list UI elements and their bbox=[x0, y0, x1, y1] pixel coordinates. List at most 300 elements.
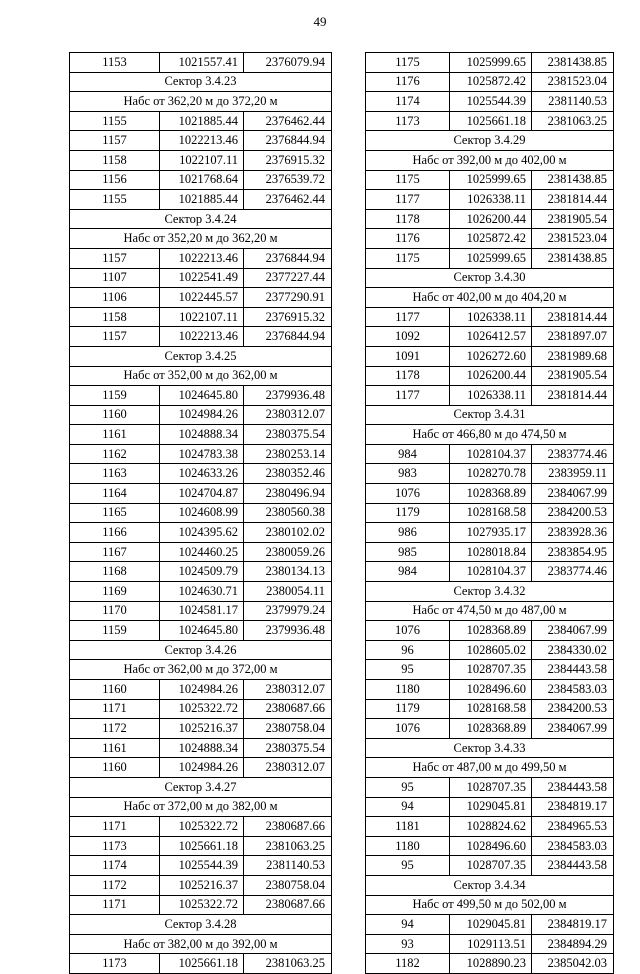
x-coordinate-cell: 1028605.02 bbox=[450, 640, 532, 660]
y-coordinate-cell: 2383928.36 bbox=[532, 523, 614, 543]
x-coordinate-cell: 1025216.37 bbox=[160, 875, 244, 895]
y-coordinate-cell: 2381905.54 bbox=[532, 209, 614, 229]
x-coordinate-cell: 1022541.49 bbox=[160, 268, 244, 288]
table-row bbox=[70, 836, 332, 856]
section-header-cell: Набс от 474,50 м до 487,00 м bbox=[366, 601, 614, 621]
section-header-row bbox=[70, 346, 332, 366]
point-number-cell: 1182 bbox=[366, 954, 450, 974]
x-coordinate-cell: 1025661.18 bbox=[450, 111, 532, 131]
point-number-cell: 1092 bbox=[366, 327, 450, 347]
table-row bbox=[366, 797, 614, 817]
table-row bbox=[70, 484, 332, 504]
table-row bbox=[70, 542, 332, 562]
table-row bbox=[366, 72, 614, 92]
table-row bbox=[70, 53, 332, 73]
point-number-cell: 1174 bbox=[70, 856, 160, 876]
table-row bbox=[70, 699, 332, 719]
x-coordinate-cell: 1022107.11 bbox=[160, 150, 244, 170]
table-row bbox=[366, 954, 614, 974]
section-header-row bbox=[70, 229, 332, 249]
table-row bbox=[366, 111, 614, 131]
y-coordinate-cell: 2376844.94 bbox=[244, 327, 332, 347]
point-number-cell: 1172 bbox=[70, 719, 160, 739]
y-coordinate-cell: 2376079.94 bbox=[244, 53, 332, 73]
x-coordinate-cell: 1028707.35 bbox=[450, 660, 532, 680]
point-number-cell: 1106 bbox=[70, 288, 160, 308]
x-coordinate-cell: 1025872.42 bbox=[450, 72, 532, 92]
point-number-cell: 1181 bbox=[366, 817, 450, 837]
point-number-cell: 986 bbox=[366, 523, 450, 543]
x-coordinate-cell: 1021768.64 bbox=[160, 170, 244, 190]
x-coordinate-cell: 1025544.39 bbox=[450, 92, 532, 112]
x-coordinate-cell: 1024581.17 bbox=[160, 601, 244, 621]
section-header-cell: Набс от 499,50 м до 502,00 м bbox=[366, 895, 614, 915]
y-coordinate-cell: 2380687.66 bbox=[244, 699, 332, 719]
x-coordinate-cell: 1024645.80 bbox=[160, 386, 244, 406]
x-coordinate-cell: 1028890.23 bbox=[450, 954, 532, 974]
x-coordinate-cell: 1026200.44 bbox=[450, 209, 532, 229]
section-header-row bbox=[70, 366, 332, 386]
y-coordinate-cell: 2380375.54 bbox=[244, 425, 332, 445]
table-row bbox=[366, 562, 614, 582]
section-header-cell: Набс от 352,20 м до 362,20 м bbox=[70, 229, 332, 249]
y-coordinate-cell: 2380102.02 bbox=[244, 523, 332, 543]
section-header-row bbox=[366, 288, 614, 308]
table-row bbox=[70, 190, 332, 210]
table-row bbox=[70, 405, 332, 425]
y-coordinate-cell: 2379936.48 bbox=[244, 386, 332, 406]
point-number-cell: 1176 bbox=[366, 229, 450, 249]
point-number-cell: 95 bbox=[366, 660, 450, 680]
x-coordinate-cell: 1028168.58 bbox=[450, 699, 532, 719]
x-coordinate-cell: 1026272.60 bbox=[450, 346, 532, 366]
section-header-cell: Набс от 392,00 м до 402,00 м bbox=[366, 150, 614, 170]
section-header-cell: Сектор 3.4.34 bbox=[366, 875, 614, 895]
x-coordinate-cell: 1024645.80 bbox=[160, 621, 244, 641]
point-number-cell: 1155 bbox=[70, 190, 160, 210]
point-number-cell: 1175 bbox=[366, 53, 450, 73]
point-number-cell: 983 bbox=[366, 464, 450, 484]
table-row bbox=[70, 307, 332, 327]
y-coordinate-cell: 2381438.85 bbox=[532, 53, 614, 73]
table-row bbox=[70, 386, 332, 406]
y-coordinate-cell: 2376462.44 bbox=[244, 190, 332, 210]
point-number-cell: 1158 bbox=[70, 307, 160, 327]
x-coordinate-cell: 1025322.72 bbox=[160, 895, 244, 915]
table-row bbox=[70, 444, 332, 464]
point-number-cell: 94 bbox=[366, 915, 450, 935]
table-row bbox=[70, 738, 332, 758]
y-coordinate-cell: 2381140.53 bbox=[244, 856, 332, 876]
x-coordinate-cell: 1024509.79 bbox=[160, 562, 244, 582]
point-number-cell: 1164 bbox=[70, 484, 160, 504]
y-coordinate-cell: 2384443.58 bbox=[532, 777, 614, 797]
point-number-cell: 1169 bbox=[70, 582, 160, 602]
point-number-cell: 96 bbox=[366, 640, 450, 660]
point-number-cell: 1179 bbox=[366, 699, 450, 719]
table-row bbox=[70, 582, 332, 602]
table-row bbox=[366, 817, 614, 837]
section-header-row bbox=[70, 797, 332, 817]
section-header-cell: Набс от 382,00 м до 392,00 м bbox=[70, 934, 332, 954]
point-number-cell: 95 bbox=[366, 856, 450, 876]
coordinates-table-left bbox=[69, 52, 332, 974]
x-coordinate-cell: 1021557.41 bbox=[160, 53, 244, 73]
table-row bbox=[70, 954, 332, 974]
section-header-row bbox=[366, 601, 614, 621]
y-coordinate-cell: 2384894.29 bbox=[532, 934, 614, 954]
table-row bbox=[366, 640, 614, 660]
table-row bbox=[70, 327, 332, 347]
table-row bbox=[70, 562, 332, 582]
y-coordinate-cell: 2376844.94 bbox=[244, 131, 332, 151]
x-coordinate-cell: 1025999.65 bbox=[450, 53, 532, 73]
y-coordinate-cell: 2380312.07 bbox=[244, 758, 332, 778]
y-coordinate-cell: 2379936.48 bbox=[244, 621, 332, 641]
table-row bbox=[366, 621, 614, 641]
y-coordinate-cell: 2380687.66 bbox=[244, 817, 332, 837]
y-coordinate-cell: 2379979.24 bbox=[244, 601, 332, 621]
table-row bbox=[366, 53, 614, 73]
x-coordinate-cell: 1028270.78 bbox=[450, 464, 532, 484]
x-coordinate-cell: 1026412.57 bbox=[450, 327, 532, 347]
x-coordinate-cell: 1028368.89 bbox=[450, 484, 532, 504]
section-header-cell: Набс от 372,00 м до 382,00 м bbox=[70, 797, 332, 817]
table-row bbox=[366, 229, 614, 249]
table-row bbox=[70, 875, 332, 895]
section-header-cell: Набс от 466,80 м до 474,50 м bbox=[366, 425, 614, 445]
section-header-row bbox=[70, 777, 332, 797]
x-coordinate-cell: 1028168.58 bbox=[450, 503, 532, 523]
section-header-row bbox=[366, 425, 614, 445]
table-row bbox=[366, 719, 614, 739]
x-coordinate-cell: 1024633.26 bbox=[160, 464, 244, 484]
section-header-cell: Сектор 3.4.31 bbox=[366, 405, 614, 425]
y-coordinate-cell: 2381063.25 bbox=[244, 836, 332, 856]
point-number-cell: 1155 bbox=[70, 111, 160, 131]
y-coordinate-cell: 2376539.72 bbox=[244, 170, 332, 190]
point-number-cell: 1157 bbox=[70, 248, 160, 268]
section-header-row bbox=[366, 268, 614, 288]
table-row bbox=[70, 621, 332, 641]
x-coordinate-cell: 1024984.26 bbox=[160, 405, 244, 425]
point-number-cell: 1160 bbox=[70, 680, 160, 700]
y-coordinate-cell: 2380352.46 bbox=[244, 464, 332, 484]
table-row bbox=[70, 523, 332, 543]
y-coordinate-cell: 2376462.44 bbox=[244, 111, 332, 131]
section-header-cell: Сектор 3.4.24 bbox=[70, 209, 332, 229]
point-number-cell: 1172 bbox=[70, 875, 160, 895]
x-coordinate-cell: 1025216.37 bbox=[160, 719, 244, 739]
section-header-row bbox=[70, 640, 332, 660]
y-coordinate-cell: 2384067.99 bbox=[532, 719, 614, 739]
point-number-cell: 1177 bbox=[366, 386, 450, 406]
y-coordinate-cell: 2381063.25 bbox=[532, 111, 614, 131]
point-number-cell: 1167 bbox=[70, 542, 160, 562]
table-row bbox=[366, 484, 614, 504]
table-row bbox=[366, 934, 614, 954]
y-coordinate-cell: 2377290.91 bbox=[244, 288, 332, 308]
x-coordinate-cell: 1025661.18 bbox=[160, 954, 244, 974]
section-header-cell: Набс от 362,20 м до 372,20 м bbox=[70, 92, 332, 112]
section-header-cell: Сектор 3.4.28 bbox=[70, 915, 332, 935]
table-row bbox=[366, 699, 614, 719]
y-coordinate-cell: 2381140.53 bbox=[532, 92, 614, 112]
table-row bbox=[366, 856, 614, 876]
section-header-row bbox=[70, 72, 332, 92]
point-number-cell: 1171 bbox=[70, 895, 160, 915]
section-header-row bbox=[366, 738, 614, 758]
y-coordinate-cell: 2380496.94 bbox=[244, 484, 332, 504]
page-number: 49 bbox=[313, 14, 327, 29]
point-number-cell: 1165 bbox=[70, 503, 160, 523]
point-number-cell: 1159 bbox=[70, 386, 160, 406]
y-coordinate-cell: 2383854.95 bbox=[532, 542, 614, 562]
y-coordinate-cell: 2381438.85 bbox=[532, 248, 614, 268]
point-number-cell: 1158 bbox=[70, 150, 160, 170]
point-number-cell: 1160 bbox=[70, 758, 160, 778]
point-number-cell: 1173 bbox=[366, 111, 450, 131]
table-row bbox=[366, 386, 614, 406]
table-row bbox=[70, 719, 332, 739]
x-coordinate-cell: 1022107.11 bbox=[160, 307, 244, 327]
table-row bbox=[366, 464, 614, 484]
point-number-cell: 1091 bbox=[366, 346, 450, 366]
point-number-cell: 1173 bbox=[70, 954, 160, 974]
x-coordinate-cell: 1026338.11 bbox=[450, 307, 532, 327]
section-header-cell: Сектор 3.4.25 bbox=[70, 346, 332, 366]
point-number-cell: 93 bbox=[366, 934, 450, 954]
y-coordinate-cell: 2380312.07 bbox=[244, 680, 332, 700]
table-row bbox=[70, 170, 332, 190]
section-header-cell: Сектор 3.4.32 bbox=[366, 582, 614, 602]
x-coordinate-cell: 1025322.72 bbox=[160, 699, 244, 719]
point-number-cell: 1161 bbox=[70, 738, 160, 758]
x-coordinate-cell: 1029045.81 bbox=[450, 915, 532, 935]
y-coordinate-cell: 2384583.03 bbox=[532, 836, 614, 856]
table-row bbox=[366, 327, 614, 347]
point-number-cell: 1175 bbox=[366, 248, 450, 268]
table-row bbox=[70, 680, 332, 700]
x-coordinate-cell: 1024395.62 bbox=[160, 523, 244, 543]
table-row bbox=[70, 288, 332, 308]
x-coordinate-cell: 1028104.37 bbox=[450, 562, 532, 582]
x-coordinate-cell: 1026338.11 bbox=[450, 386, 532, 406]
x-coordinate-cell: 1024460.25 bbox=[160, 542, 244, 562]
section-header-cell: Набс от 402,00 м до 404,20 м bbox=[366, 288, 614, 308]
y-coordinate-cell: 2384200.53 bbox=[532, 699, 614, 719]
table-row bbox=[366, 680, 614, 700]
coordinates-table-right bbox=[365, 52, 614, 974]
section-header-row bbox=[70, 92, 332, 112]
point-number-cell: 1178 bbox=[366, 366, 450, 386]
table-row bbox=[70, 601, 332, 621]
section-header-cell: Набс от 487,00 м до 499,50 м bbox=[366, 758, 614, 778]
x-coordinate-cell: 1021885.44 bbox=[160, 111, 244, 131]
y-coordinate-cell: 2380253.14 bbox=[244, 444, 332, 464]
y-coordinate-cell: 2384330.02 bbox=[532, 640, 614, 660]
table-row bbox=[70, 131, 332, 151]
point-number-cell: 1168 bbox=[70, 562, 160, 582]
y-coordinate-cell: 2384819.17 bbox=[532, 797, 614, 817]
point-number-cell: 1160 bbox=[70, 405, 160, 425]
x-coordinate-cell: 1028496.60 bbox=[450, 836, 532, 856]
y-coordinate-cell: 2381814.44 bbox=[532, 386, 614, 406]
y-coordinate-cell: 2380758.04 bbox=[244, 719, 332, 739]
table-row bbox=[366, 660, 614, 680]
table-row bbox=[366, 170, 614, 190]
y-coordinate-cell: 2384965.53 bbox=[532, 817, 614, 837]
point-number-cell: 1166 bbox=[70, 523, 160, 543]
y-coordinate-cell: 2381905.54 bbox=[532, 366, 614, 386]
table-row bbox=[366, 503, 614, 523]
point-number-cell: 1076 bbox=[366, 719, 450, 739]
x-coordinate-cell: 1022213.46 bbox=[160, 131, 244, 151]
section-header-cell: Набс от 352,00 м до 362,00 м bbox=[70, 366, 332, 386]
section-header-row bbox=[366, 131, 614, 151]
y-coordinate-cell: 2384443.58 bbox=[532, 856, 614, 876]
y-coordinate-cell: 2381989.68 bbox=[532, 346, 614, 366]
y-coordinate-cell: 2380134.13 bbox=[244, 562, 332, 582]
y-coordinate-cell: 2380059.26 bbox=[244, 542, 332, 562]
table-row bbox=[366, 209, 614, 229]
y-coordinate-cell: 2384443.58 bbox=[532, 660, 614, 680]
x-coordinate-cell: 1028018.84 bbox=[450, 542, 532, 562]
x-coordinate-cell: 1028707.35 bbox=[450, 777, 532, 797]
y-coordinate-cell: 2384200.53 bbox=[532, 503, 614, 523]
table-row bbox=[70, 268, 332, 288]
point-number-cell: 1176 bbox=[366, 72, 450, 92]
section-header-cell: Сектор 3.4.26 bbox=[70, 640, 332, 660]
table-row bbox=[70, 817, 332, 837]
point-number-cell: 95 bbox=[366, 777, 450, 797]
y-coordinate-cell: 2385042.03 bbox=[532, 954, 614, 974]
section-header-row bbox=[366, 582, 614, 602]
y-coordinate-cell: 2384067.99 bbox=[532, 484, 614, 504]
section-header-cell: Сектор 3.4.23 bbox=[70, 72, 332, 92]
y-coordinate-cell: 2377227.44 bbox=[244, 268, 332, 288]
section-header-cell: Сектор 3.4.27 bbox=[70, 777, 332, 797]
x-coordinate-cell: 1025999.65 bbox=[450, 170, 532, 190]
section-header-cell: Сектор 3.4.30 bbox=[366, 268, 614, 288]
point-number-cell: 1171 bbox=[70, 817, 160, 837]
section-header-row bbox=[70, 209, 332, 229]
point-number-cell: 1173 bbox=[70, 836, 160, 856]
table-row bbox=[70, 758, 332, 778]
y-coordinate-cell: 2380312.07 bbox=[244, 405, 332, 425]
x-coordinate-cell: 1021885.44 bbox=[160, 190, 244, 210]
y-coordinate-cell: 2384583.03 bbox=[532, 680, 614, 700]
section-header-row bbox=[366, 405, 614, 425]
point-number-cell: 1159 bbox=[70, 621, 160, 641]
table-row bbox=[366, 542, 614, 562]
table-row bbox=[70, 464, 332, 484]
point-number-cell: 1171 bbox=[70, 699, 160, 719]
table-row bbox=[366, 92, 614, 112]
x-coordinate-cell: 1024630.71 bbox=[160, 582, 244, 602]
section-header-cell: Сектор 3.4.29 bbox=[366, 131, 614, 151]
x-coordinate-cell: 1028707.35 bbox=[450, 856, 532, 876]
y-coordinate-cell: 2380375.54 bbox=[244, 738, 332, 758]
x-coordinate-cell: 1024984.26 bbox=[160, 758, 244, 778]
x-coordinate-cell: 1029045.81 bbox=[450, 797, 532, 817]
x-coordinate-cell: 1022213.46 bbox=[160, 248, 244, 268]
point-number-cell: 1156 bbox=[70, 170, 160, 190]
section-header-cell: Сектор 3.4.33 bbox=[366, 738, 614, 758]
section-header-row bbox=[70, 660, 332, 680]
y-coordinate-cell: 2381523.04 bbox=[532, 72, 614, 92]
x-coordinate-cell: 1026338.11 bbox=[450, 190, 532, 210]
y-coordinate-cell: 2383774.46 bbox=[532, 562, 614, 582]
x-coordinate-cell: 1025322.72 bbox=[160, 817, 244, 837]
y-coordinate-cell: 2376844.94 bbox=[244, 248, 332, 268]
x-coordinate-cell: 1028368.89 bbox=[450, 719, 532, 739]
y-coordinate-cell: 2383959.11 bbox=[532, 464, 614, 484]
table-row bbox=[366, 777, 614, 797]
point-number-cell: 1175 bbox=[366, 170, 450, 190]
section-header-row bbox=[366, 150, 614, 170]
table-row bbox=[366, 523, 614, 543]
y-coordinate-cell: 2381814.44 bbox=[532, 190, 614, 210]
x-coordinate-cell: 1025999.65 bbox=[450, 248, 532, 268]
x-coordinate-cell: 1024783.38 bbox=[160, 444, 244, 464]
y-coordinate-cell: 2381063.25 bbox=[244, 954, 332, 974]
point-number-cell: 984 bbox=[366, 562, 450, 582]
section-header-row bbox=[70, 915, 332, 935]
x-coordinate-cell: 1022213.46 bbox=[160, 327, 244, 347]
table-row bbox=[70, 150, 332, 170]
y-coordinate-cell: 2384819.17 bbox=[532, 915, 614, 935]
point-number-cell: 1161 bbox=[70, 425, 160, 445]
section-header-cell: Набс от 362,00 м до 372,00 м bbox=[70, 660, 332, 680]
x-coordinate-cell: 1025661.18 bbox=[160, 836, 244, 856]
y-coordinate-cell: 2380687.66 bbox=[244, 895, 332, 915]
point-number-cell: 1163 bbox=[70, 464, 160, 484]
point-number-cell: 1174 bbox=[366, 92, 450, 112]
point-number-cell: 1177 bbox=[366, 190, 450, 210]
x-coordinate-cell: 1028104.37 bbox=[450, 444, 532, 464]
table-row bbox=[70, 856, 332, 876]
x-coordinate-cell: 1024888.34 bbox=[160, 738, 244, 758]
y-coordinate-cell: 2383774.46 bbox=[532, 444, 614, 464]
x-coordinate-cell: 1024984.26 bbox=[160, 680, 244, 700]
x-coordinate-cell: 1028496.60 bbox=[450, 680, 532, 700]
point-number-cell: 1153 bbox=[70, 53, 160, 73]
y-coordinate-cell: 2376915.32 bbox=[244, 150, 332, 170]
point-number-cell: 984 bbox=[366, 444, 450, 464]
table-row bbox=[70, 248, 332, 268]
table-row bbox=[366, 366, 614, 386]
x-coordinate-cell: 1028368.89 bbox=[450, 621, 532, 641]
table-row bbox=[366, 836, 614, 856]
point-number-cell: 1157 bbox=[70, 327, 160, 347]
x-coordinate-cell: 1024608.99 bbox=[160, 503, 244, 523]
point-number-cell: 1107 bbox=[70, 268, 160, 288]
point-number-cell: 1076 bbox=[366, 621, 450, 641]
y-coordinate-cell: 2376915.32 bbox=[244, 307, 332, 327]
section-header-row bbox=[366, 875, 614, 895]
table-row bbox=[366, 190, 614, 210]
point-number-cell: 1170 bbox=[70, 601, 160, 621]
point-number-cell: 1180 bbox=[366, 680, 450, 700]
x-coordinate-cell: 1028824.62 bbox=[450, 817, 532, 837]
point-number-cell: 1179 bbox=[366, 503, 450, 523]
y-coordinate-cell: 2381523.04 bbox=[532, 229, 614, 249]
point-number-cell: 1178 bbox=[366, 209, 450, 229]
table-row bbox=[366, 915, 614, 935]
point-number-cell: 985 bbox=[366, 542, 450, 562]
y-coordinate-cell: 2380560.38 bbox=[244, 503, 332, 523]
